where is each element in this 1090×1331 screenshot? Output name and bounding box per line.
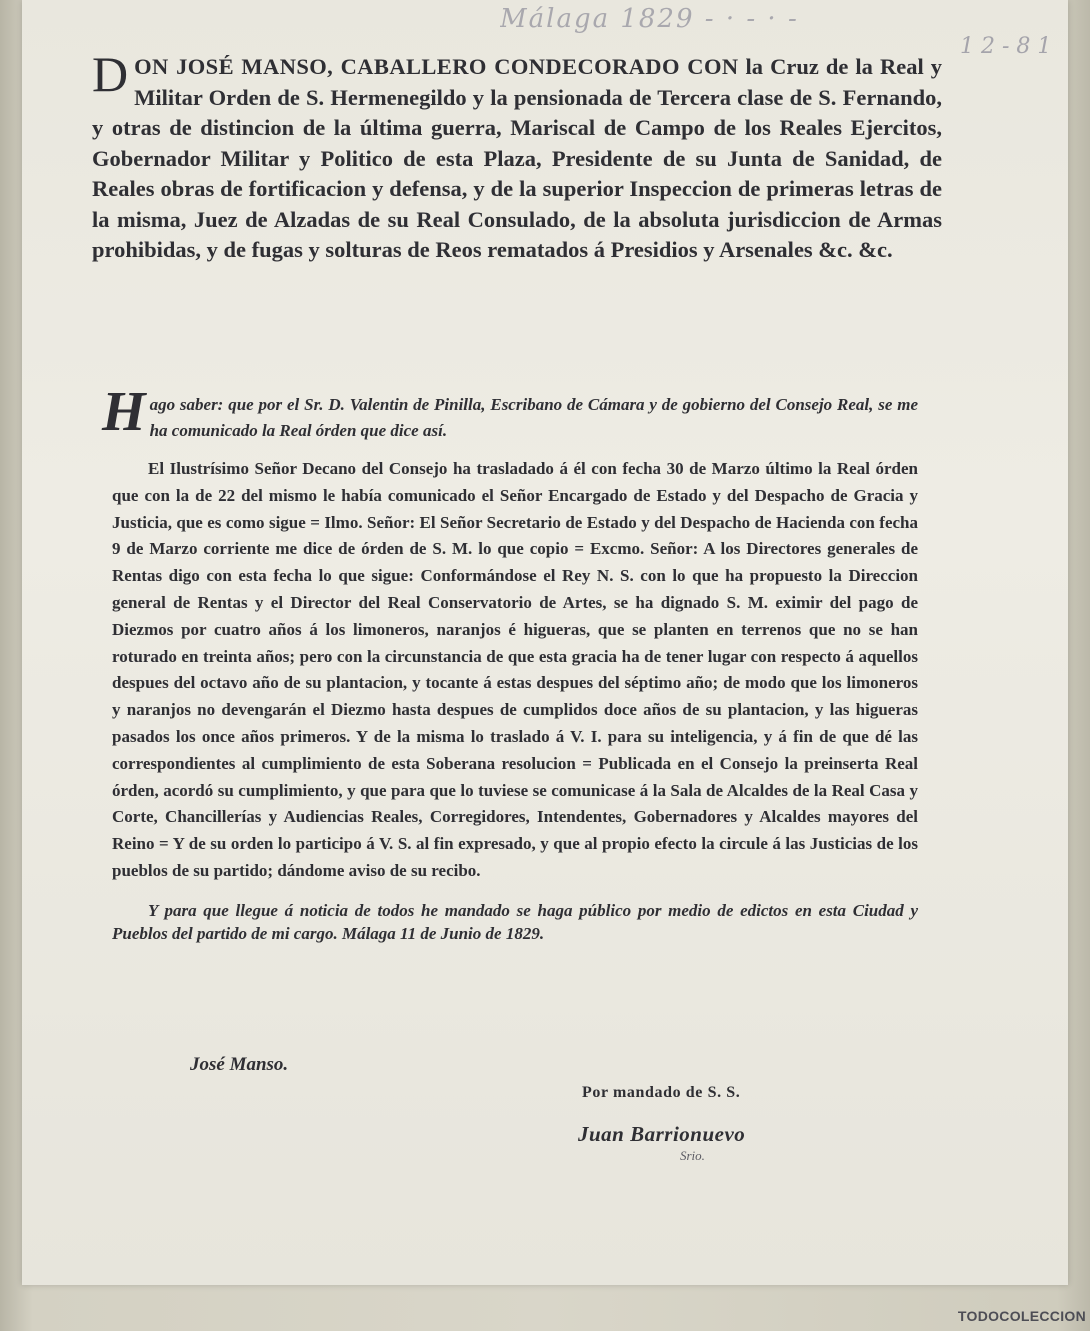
header-first-line: ON JOSÉ MANSO, CABALLERO CONDECORADO CON bbox=[134, 54, 739, 79]
closing-paragraph: Y para que llegue á noticia de todos he mandado se haga público por medio de edictos en esta Ciudad y Pueblos del partido de mi cargo. Málaga 11 de Junio de 1829. bbox=[112, 900, 918, 943]
document-header bbox=[92, 46, 942, 266]
intro-dropcap: H bbox=[102, 381, 146, 443]
governor-signature: José Manso. bbox=[190, 1054, 289, 1075]
watermark-text: TODOCOLECCION bbox=[957, 1308, 1086, 1324]
royal-order-paragraph: El Ilustrísimo Señor Decano del Consejo ha trasladado á él con fecha 30 de Marzo último la Real órden que con la de 22 del mismo le había comunicado el Señor Encargado de Estado y del Despacho de Gracia y Justicia, que es como sigue = Ilmo. Señor: El Señor Secretario de Estado y del Despacho de Hacienda con fecha 9 de Marzo corriente me dice de órden de S. M. lo que copio = Excmo. Señor: A los Directores generales de Rentas digo con esta fecha lo que sigue: Conformándose el Rey N. S. con lo que ha propuesto la Direccion general de Rentas y el Director del Real Conservatorio de Artes, se ha dignado S. M. eximir del pago de Diezmos por cuatro años á los limoneros, naranjos é higueras, que se planten en terrenos que no se han roturado en treinta años; pero con la circunstancia de que esta gracia ha de tener lugar con respecto á aquellos despues del octavo año de su plantacion, y tocante á estas despues del séptimo año; de modo que los limoneros y naranjos no devengarán el Diezmo hasta despues de cumplidos doce años de su plantacion, y las higueras pasados los once años primeros. Y de la misma lo traslado á V. I. para su inteligencia, y á fin de que dé las correspondientes al cumplimiento de esta Soberana resolucion = Publicada en el Consejo la preinserta Real órden, acordó su cumplimiento, y que para que lo tuviese se comunicase á la Sala de Alcaldes de la Real Casa y Corte, Chancillerías y Audiencias Reales, Corregidores, Intendentes, Gobernadores y Alcaldes mayores del Reino = Y de su orden lo participo á V. S. al fin expresado, y que al propio efecto la circule á las Justicias de los pueblos de su partido; dándome aviso de su recibo. bbox=[112, 459, 918, 880]
document-body bbox=[102, 381, 918, 945]
header-dropcap: D bbox=[92, 46, 129, 102]
intro-text: ago saber: que por el Sr. D. Valentin de Pinilla, Escribano de Cámara y de gobierno del Consejo Real, se me ha comunicado la Real órden que dice así. bbox=[149, 395, 918, 440]
by-order-line: Por mandado de S. S. bbox=[582, 1084, 741, 1101]
secretary-title: Srio. bbox=[680, 1148, 705, 1163]
handwritten-reference-number: 1 2 - 8 1 bbox=[960, 34, 1052, 59]
header-titles: la Cruz de la Real y Militar Orden de S. Hermenegildo y la pensionada de Tercera clase de S. Fernando, y otras de distincion de la última guerra, Mariscal de Campo de los Reales Ejercitos, Gobernador Militar y Politico de esta Plaza, Presidente de su Junta de Sanidad, de Reales obras de fortificacion y defensa, y de la superior Inspeccion de primeras letras de la misma, Juez de Alzadas de su Real Consulado, de la absoluta jurisdiccion de Armas prohibidas, y de fugas y solturas de Reos rematados á Presidios y Arsenales &c. &c. bbox=[92, 54, 942, 262]
handwritten-top-note: Málaga 1829 - · - · - bbox=[500, 4, 799, 34]
intro-paragraph bbox=[102, 381, 918, 444]
secretary-signature: Juan Barrionuevo bbox=[578, 1122, 746, 1146]
